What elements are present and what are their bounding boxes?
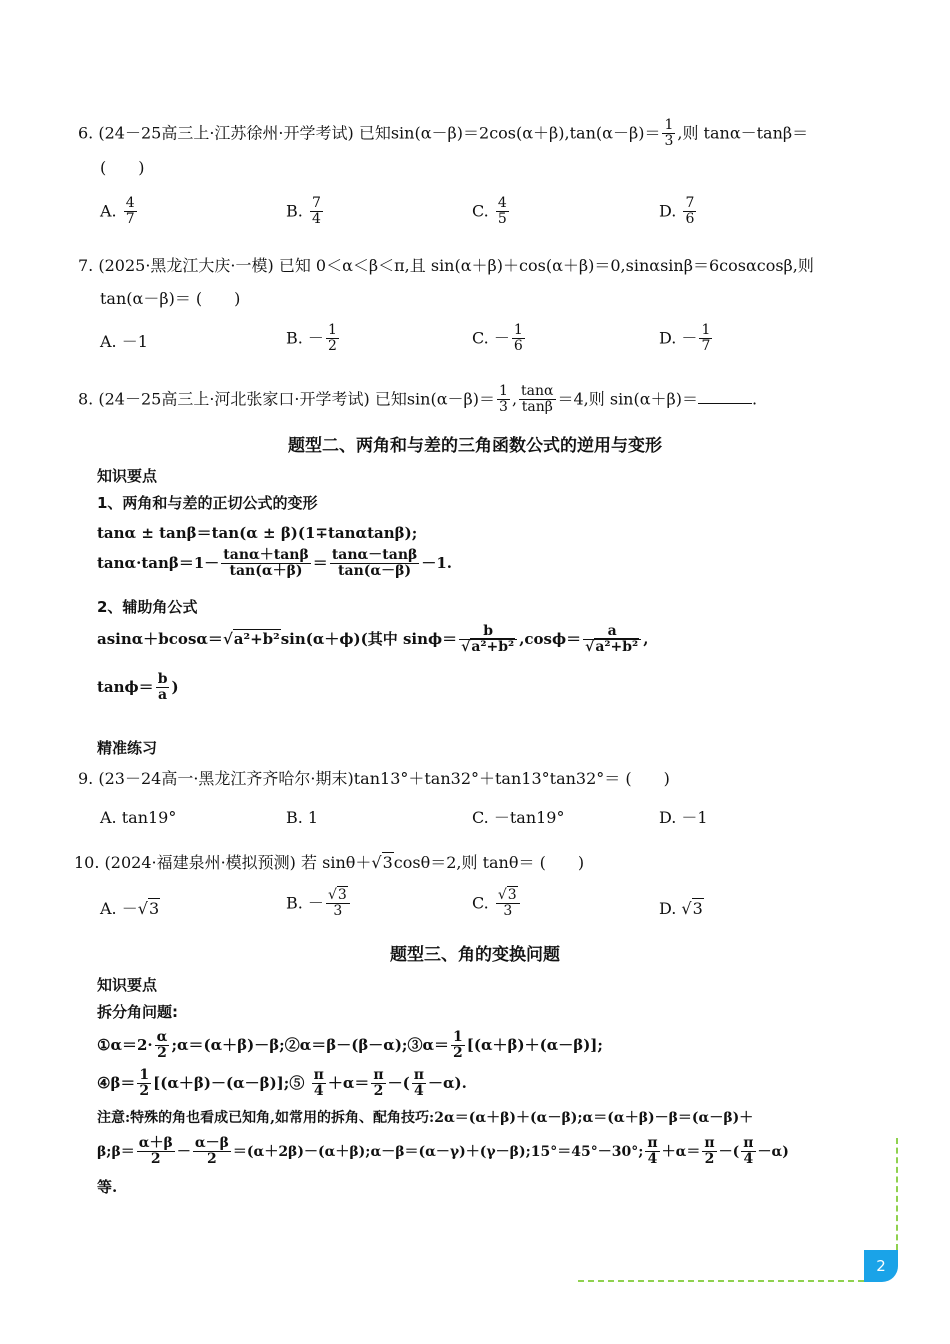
q10-answer-paren: ( ) <box>539 853 585 872</box>
q6-number: 6. <box>78 123 94 143</box>
q8-stem-a: 已知sin(α－β)＝ <box>374 389 496 409</box>
q10-number: 10. <box>74 853 100 872</box>
q9-option-d[interactable]: D. －1 <box>659 808 708 827</box>
section2-formula4: tanϕ＝ $\frac{b}{a}$ ) <box>97 671 179 704</box>
q6-option-d[interactable]: D. $\frac{7}{6}$ <box>659 195 695 228</box>
q9-number: 9. <box>78 769 94 788</box>
q7-option-a[interactable]: A. －1 <box>100 332 148 351</box>
section3-line2: ④β＝ $\frac{1}{2}$ [(α＋β)－(α－β)];⑤ $\frac{\pi}{4}$ ＋α＝ $\frac{\pi}{2}$ －( $\frac{\pi}{4}$ －α). <box>97 1067 467 1100</box>
q7-option-d[interactable]: D. － $\frac{1}{7}$ <box>659 322 711 355</box>
q6-option-c[interactable]: C. $\frac{4}{5}$ <box>472 195 507 228</box>
q9-text: (23－24高一·黑龙江齐齐哈尔·期末)tan13°＋tan32°＋tan13°tan32°＝ <box>98 769 621 788</box>
section2-knowledge: 知识要点 <box>97 467 158 485</box>
q6-option-a[interactable]: A. $\frac{4}{7}$ <box>100 195 135 228</box>
section3-note-line2: β;β＝ $\frac{\alpha+\beta}{2}$ － $\frac{\alpha-\beta}{2}$ ＝(α＋2β)－(α＋β);α－β＝(α－γ)＋(γ－β);15°＝45°－30°; $\frac{\pi}{4}$ ＋α＝ $\frac{\pi}{2}$ －( $\frac{\pi}{4}$ －α) <box>97 1135 789 1168</box>
section2-practice: 精准练习 <box>97 739 158 757</box>
q8-line: 8. (24－25高三上·河北张家口·开学考试) 已知sin(α－β)＝ $\frac{1}{3}$ , $\frac{\tan\alpha}{\tan\beta}$ ＝4,则 sin(α＋β)＝ . <box>78 383 758 416</box>
q9-option-b[interactable]: B. 1 <box>286 808 319 827</box>
q9-option-a[interactable]: A. tan19° <box>100 808 177 827</box>
section3-line1: ①α＝2· $\frac{\alpha}{2}$ ;α＝(α＋β)－β;②α＝β－(β－α);③α＝ $\frac{1}{2}$ [(α＋β)＋(α－β)]; <box>97 1029 603 1062</box>
q7-stem-b: tan(α－β)＝ <box>100 289 191 308</box>
section2-sub1: 1、两角和与差的正切公式的变形 <box>97 494 318 512</box>
section3-note-line3: 等. <box>97 1178 118 1196</box>
q7-line1 <box>78 256 814 275</box>
q9-line <box>78 769 670 788</box>
q6-fraction: $\frac{1}{3}$ <box>664 117 674 150</box>
q6-source: (24－25高三上·江苏徐州·开学考试) <box>98 123 354 143</box>
q10-stem-b: cosθ＝2,则 tanθ＝ <box>393 853 535 872</box>
section2-formula2: tanα·tanβ＝1－ $\frac{\tan\alpha+\tan\beta}{\tan(\alpha+\beta)}$ ＝ $\frac{\tan\alpha-\tan\beta}{\tan(\alpha-\beta)}$ －1. <box>97 547 452 580</box>
q10-option-b[interactable]: B. － $\frac{√3}{3}$ <box>286 888 352 920</box>
q10-option-a[interactable]: A. －√3 <box>100 899 160 918</box>
q10-stem-a: 若 sinθ＋ <box>301 853 372 872</box>
q7-stem-a: 已知 0＜α＜β＜π,且 sin(α＋β)＋cos(α＋β)＝0,sinαsinβ＝6cosαcosβ,则 <box>278 256 814 275</box>
q8-answer-blank[interactable] <box>698 389 752 404</box>
q7-line2 <box>100 289 240 308</box>
q8-number: 8. <box>78 389 94 409</box>
q7-answer-paren: ( ) <box>195 289 241 308</box>
q10-source: (2024·福建泉州·模拟预测) <box>104 853 296 872</box>
q9-option-c[interactable]: C. －tan19° <box>472 808 565 827</box>
section2-formula1: tanα ± tanβ＝tan(α ± β)(1∓tanαtanβ); <box>97 524 418 542</box>
section3-split: 拆分角问题: <box>97 1003 178 1021</box>
q7-option-b[interactable]: B. － $\frac{1}{2}$ <box>286 322 337 355</box>
section3-title: 题型三、角的变换问题 <box>390 945 560 965</box>
q7-source: (2025·黑龙江大庆·一模) <box>98 256 274 275</box>
decorative-dashed-bottom <box>578 1280 864 1282</box>
q10-line: 10. (2024·福建泉州·模拟预测) 若 sinθ＋√3cosθ＝2,则 tanθ＝ ( ) <box>74 853 585 872</box>
q9-answer-paren: ( ) <box>625 769 670 788</box>
q7-number: 7. <box>78 256 94 275</box>
q8-stem-b: ＝4,则 sin(α＋β)＝ <box>557 389 699 409</box>
q10-option-c[interactable]: C. $\frac{√3}{3}$ <box>472 888 522 920</box>
q8-source: (24－25高三上·河北张家口·开学考试) <box>98 389 370 409</box>
q7-option-c[interactable]: C. － $\frac{1}{6}$ <box>472 322 523 355</box>
q8-fraction-2: $\frac{\tan\alpha}{\tan\beta}$ <box>521 383 554 416</box>
page-number-badge: 2 <box>864 1250 898 1282</box>
q6-stem-b: ,则 tanα－tanβ＝ <box>677 123 809 143</box>
section2-title: 题型二、两角和与差的三角函数公式的逆用与变形 <box>288 436 662 456</box>
section3-note-line1: 注意:特殊的角也看成已知角,如常用的拆角、配角技巧:2α＝(α＋β)＋(α－β);α＝(α＋β)－β＝(α－β)＋ <box>97 1110 754 1126</box>
section2-sub2: 2、辅助角公式 <box>97 598 198 616</box>
q6-line1 <box>78 118 808 150</box>
section3-knowledge: 知识要点 <box>97 976 158 994</box>
q6-option-b[interactable]: B. $\frac{7}{4}$ <box>286 195 321 228</box>
q6-stem-a: 已知sin(α－β)＝2cos(α＋β),tan(α－β)＝ <box>358 123 661 143</box>
q10-option-d[interactable]: D. √3 <box>659 899 703 918</box>
q8-fraction-1: $\frac{1}{3}$ <box>499 383 508 416</box>
decorative-dashed-right <box>896 1138 898 1250</box>
q6-answer-paren: ( ) <box>100 158 145 177</box>
section2-formula3: asinα＋bcosα＝√a²+b²sin(α＋ϕ)(其中 sinϕ＝ $\frac{b}{\text{√a²+b²}}$ ,cosϕ＝ $\frac{a}{\text{√a²+b²}}$ , <box>97 623 649 656</box>
